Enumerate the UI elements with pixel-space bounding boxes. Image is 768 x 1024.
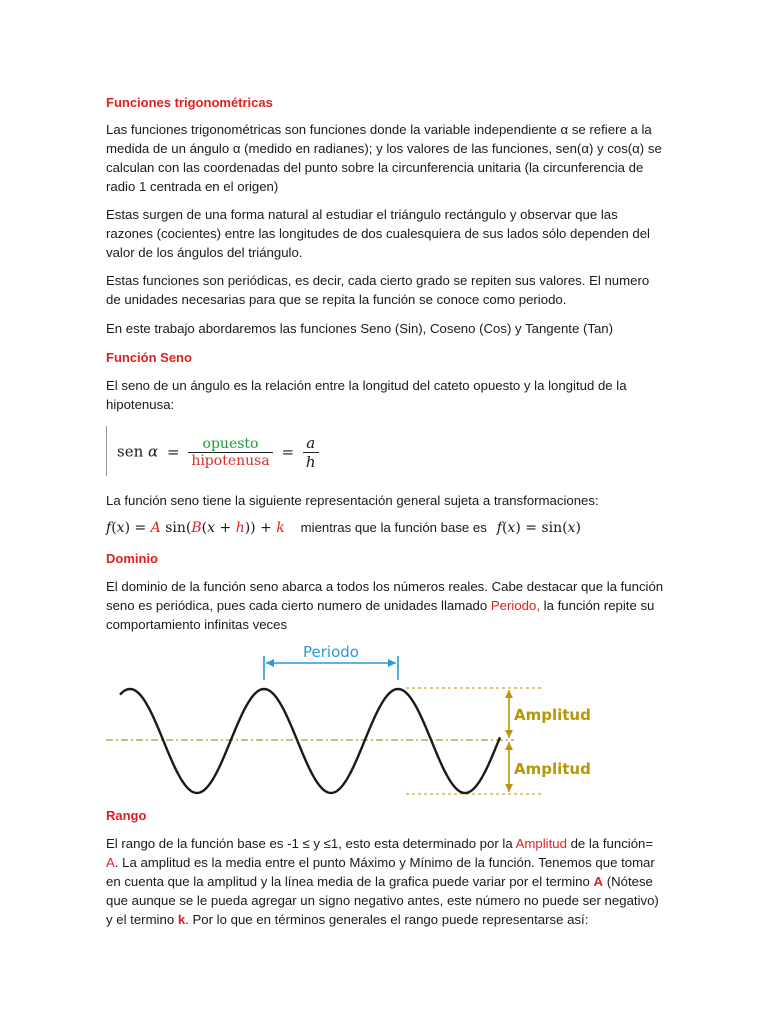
dominio-heading: Dominio — [106, 551, 158, 566]
amplitude-arrowhead-top-down — [505, 730, 513, 738]
rango-A-term-2: A — [593, 874, 604, 889]
sine-definition-formula: sen α = $\frac{\text{opuesto}}{\text{hipotenusa}}$ = $\frac{a}{h}$ — [106, 426, 307, 476]
rango-paragraph — [106, 834, 666, 929]
rango-amplitud-term: Amplitud — [515, 836, 567, 851]
amplitude-arrowhead-bottom-down — [505, 784, 513, 792]
formula-alpha: α — [148, 442, 159, 461]
rango-k-term: k — [177, 912, 186, 927]
amplitude-arrowhead-bottom-up — [505, 742, 513, 750]
formula-sen: sen — [117, 442, 144, 461]
rango-text-e: . Por lo que en términos generales el rango puede representarse así: — [185, 912, 589, 927]
intro-paragraph-2: Estas surgen de una forma natural al estudiar el triángulo rectángulo y observar que las razones (cocientes) entre las longitudes de dos cualesquiera de sus lados sólo dependen del valor de los ángulos del triángulo. — [106, 207, 650, 260]
general-form-formula: f — [106, 520, 112, 536]
seno-paragraph-1: El seno de un ángulo es la relación entre la longitud del cateto opuesto y la longitud de la hipotenusa: — [106, 378, 627, 412]
dominio-text-a: El dominio de la función seno abarca a todos los números reales. Cabe destacar que la función seno es periódica, pues cada cierto numero de unidades llamado — [106, 579, 664, 613]
periodo-arrowhead-left — [266, 659, 274, 667]
intro-paragraph-1: Las funciones trigonométricas son funciones donde la variable independiente α se refiere a la medida de un ángulo α (medido en radianes); y los valores de las funciones, sen(α) y cos(α) se calculan con las coordenadas del punto sobre la circunferencia unitaria (la circunferencia de radio 1 centrada en el origen) — [106, 122, 662, 194]
amplitude-arrowhead-top-up — [505, 690, 513, 698]
sine-curve — [120, 689, 500, 793]
transformation-formula-line: f(x) = A sin(B(x + h)) + k mientras que la función base es f(x) = sin(x) — [106, 520, 581, 536]
intro-paragraph-4: En este trabajo abordaremos las funciones Seno (Sin), Coseno (Cos) y Tangente (Tan) — [106, 321, 614, 336]
sine-wave-figure — [106, 636, 606, 806]
amplitude-label-top: Amplitud — [514, 706, 591, 724]
dominio-text-b: la función repite su comportamiento infinitas veces — [106, 598, 655, 632]
formula-denominator: hipotenusa — [188, 452, 272, 469]
formula-a: a — [306, 434, 316, 452]
rango-text-b: de la función= — [566, 836, 654, 851]
formula-h: h — [303, 452, 319, 471]
page-title: Funciones trigonométricas — [106, 95, 273, 110]
periodo-label: Periodo — [303, 643, 359, 661]
base-form-formula: f — [496, 520, 502, 536]
seno-paragraph-2: La función seno tiene la siguiente representación general sujeta a transformaciones: — [106, 493, 599, 508]
rango-A-term-1: A — [106, 855, 115, 870]
rango-text-c: . La amplitud es la media entre el punto Máximo y Mínimo de la función. Tenemos que tomar en cuenta que la amplitud y la línea media de la grafica puede variar por el termino — [106, 855, 655, 889]
periodo-arrowhead-right — [388, 659, 396, 667]
transformation-mid-text: mientras que la función base es — [300, 520, 487, 535]
dominio-periodo-term: Periodo, — [490, 598, 541, 613]
intro-paragraph-3: Estas funciones son periódicas, es decir, cada cierto grado se repiten sus valores. El numero de unidades necesarias para que se repita la función se conoce como periodo. — [106, 273, 650, 307]
rango-text-a: El rango de la función base es -1 ≤ y ≤1, esto esta determinado por la — [106, 836, 516, 851]
rango-text-d: (Nótese que aunque se le pueda agregar un signo negativo antes, este número no puede ser negativo) y el termino — [106, 874, 659, 927]
formula-numerator: opuesto — [202, 436, 259, 452]
rango-heading: Rango — [106, 808, 147, 823]
amplitude-label-bottom: Amplitud — [514, 760, 591, 778]
dominio-paragraph — [106, 577, 666, 634]
seno-heading: Función Seno — [106, 350, 192, 365]
